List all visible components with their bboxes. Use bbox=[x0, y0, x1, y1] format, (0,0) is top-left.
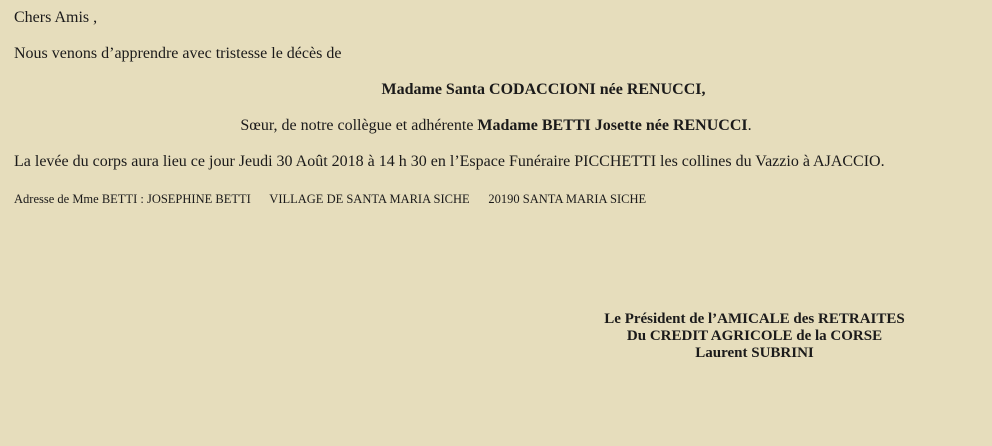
signature-title-line: Le Président de l’AMICALE des RETRAITES bbox=[604, 311, 905, 327]
signature-name-line: Laurent SUBRINI bbox=[695, 345, 814, 361]
relation-line bbox=[14, 116, 978, 136]
relation-prefix-text: Sœur, de notre collègue et adhérente bbox=[240, 117, 478, 134]
greeting-line: Chers Amis , bbox=[14, 9, 98, 26]
relative-name-text: Madame BETTI Josette née RENUCCI bbox=[477, 117, 748, 134]
signature-block bbox=[563, 311, 946, 362]
intro-line: Nous venons d’apprendre avec tristesse le décès de bbox=[14, 45, 342, 62]
deceased-name-line: Madame Santa CODACCIONI née RENUCCI, bbox=[381, 81, 706, 98]
signature-organization-line: Du CREDIT AGRICOLE de la CORSE bbox=[626, 328, 883, 344]
address-line: Adresse de Mme BETTI : JOSEPHINE BETTI VILLAGE DE SANTA MARIA SICHE 20190 SANTA MARIA SICHE bbox=[14, 192, 647, 206]
relation-suffix-text: . bbox=[747, 117, 752, 134]
ceremony-details-line: La levée du corps aura lieu ce jour Jeudi 30 Août 2018 à 14 h 30 en l’Espace Funéraire PICCHETTI les collines du Vazzio à AJACCIO. bbox=[14, 153, 885, 170]
